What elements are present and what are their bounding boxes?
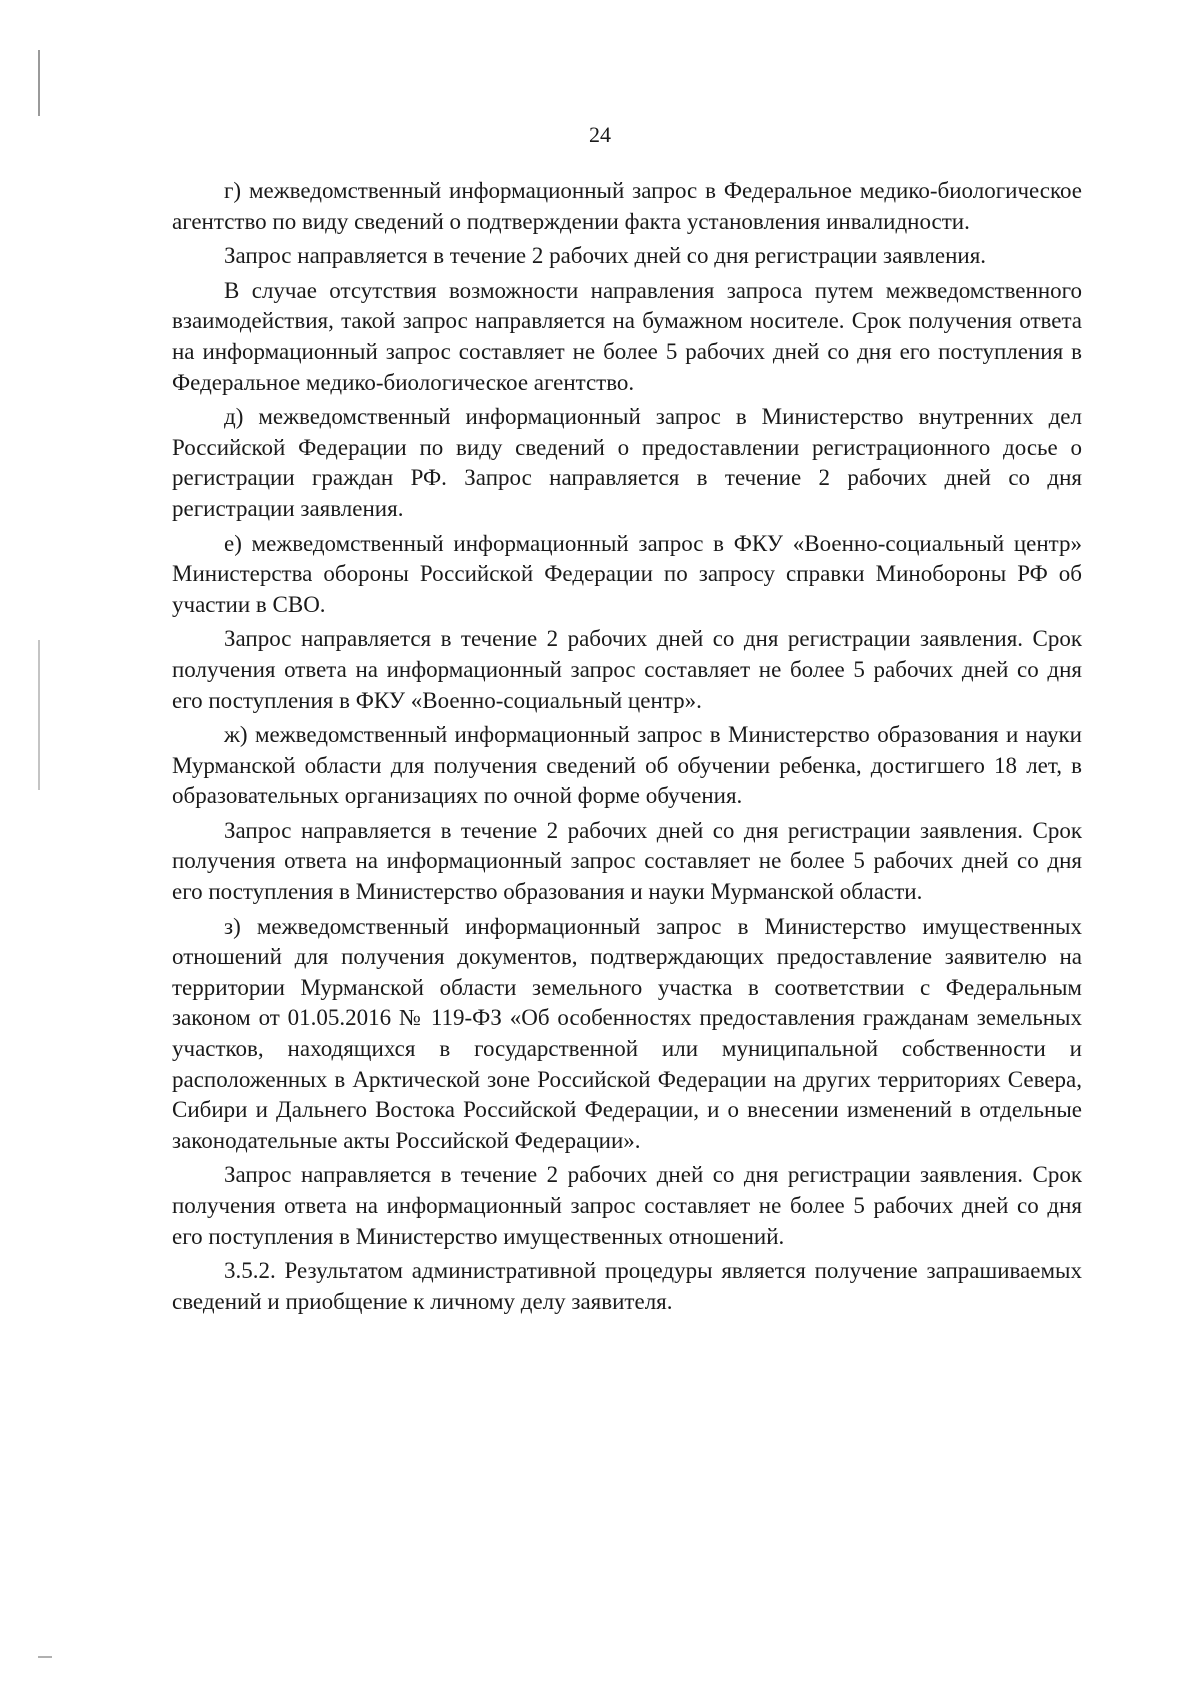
scan-edge-mark <box>38 1656 52 1658</box>
paragraph-request-deadline: Запрос направляется в течение 2 рабочих дней со дня регистрации заявления. Срок получения ответа на информационный запрос составляет не более 5 рабочих дней со дня его поступления в Министерство имущественных отношений. <box>172 1162 1082 1249</box>
scan-edge-mark <box>38 50 40 116</box>
paragraph-item-g: г) межведомственный информационный запрос в Федеральное медико-биологическое агентство по виду сведений о подтверждении факта установления инвалидности. <box>172 178 1082 234</box>
paragraph-request-deadline: Запрос направляется в течение 2 рабочих дней со дня регистрации заявления. Срок получения ответа на информационный запрос составляет не более 5 рабочих дней со дня его поступления в Министерство образования и науки Мурманской области. <box>172 817 1082 905</box>
document-body <box>172 176 1082 1321</box>
paragraph-item-e: е) межведомственный информационный запрос в ФКУ «Военно-социальный центр» Министерства обороны Российской Федерации по запросу справки Минобороны РФ об участии в СВО. <box>172 530 1082 617</box>
paragraph-section-3-5-2: 3.5.2. Результатом административной процедуры является получение запрашиваемых сведений и приобщение к личному делу заявителя. <box>172 1258 1082 1314</box>
scan-edge-mark <box>38 640 40 790</box>
paragraph-request-deadline: Запрос направляется в течение 2 рабочих дней со дня регистрации заявления. Срок получения ответа на информационный запрос составляет не более 5 рабочих дней со дня его поступления в ФКУ «Военно-социальный центр». <box>172 626 1082 713</box>
paragraph-paper-request: В случае отсутствия возможности направления запроса путем межведомственного взаимодействия, такой запрос направляется на бумажном носителе. Срок получения ответа на информационный запрос составляет не более 5 рабочих дней со дня его поступления в Федеральное медико-биологическое агентство. <box>172 277 1082 395</box>
page-number: 24 <box>589 122 611 147</box>
paragraph-item-zh: ж) межведомственный информационный запрос в Министерство образования и науки Мурманской области для получения сведений об обучении ребенка, достигшего 18 лет, в образовательных организациях по очной форме обучения. <box>172 722 1082 809</box>
paragraph-request-deadline: Запрос направляется в течение 2 рабочих дней со дня регистрации заявления. <box>224 243 987 269</box>
paragraph-item-d: д) межведомственный информационный запрос в Министерство внутренних дел Российской Федерации по виду сведений о предоставлении регистрационного досье о регистрации граждан РФ. Запрос направляется в течение 2 рабочих дней со дня регистрации заявления. <box>172 404 1082 521</box>
paragraph-item-z: з) межведомственный информационный запрос в Министерство имущественных отношений для получения документов, подтверждающих предоставление заявителю на территории Мурманской области земельного участка в соответствии с Федеральным законом от 01.05.2016 № 119-ФЗ «Об особенностях предоставления гражданам земельных участков, находящихся в государственной или муниципальной собственности и расположенных в Арктической зоне Российской Федерации на других территориях Севера, Сибири и Дальнего Востока Российской Федерации, и о внесении изменений в отдельные законодательные акты Российской Федерации». <box>172 913 1082 1153</box>
